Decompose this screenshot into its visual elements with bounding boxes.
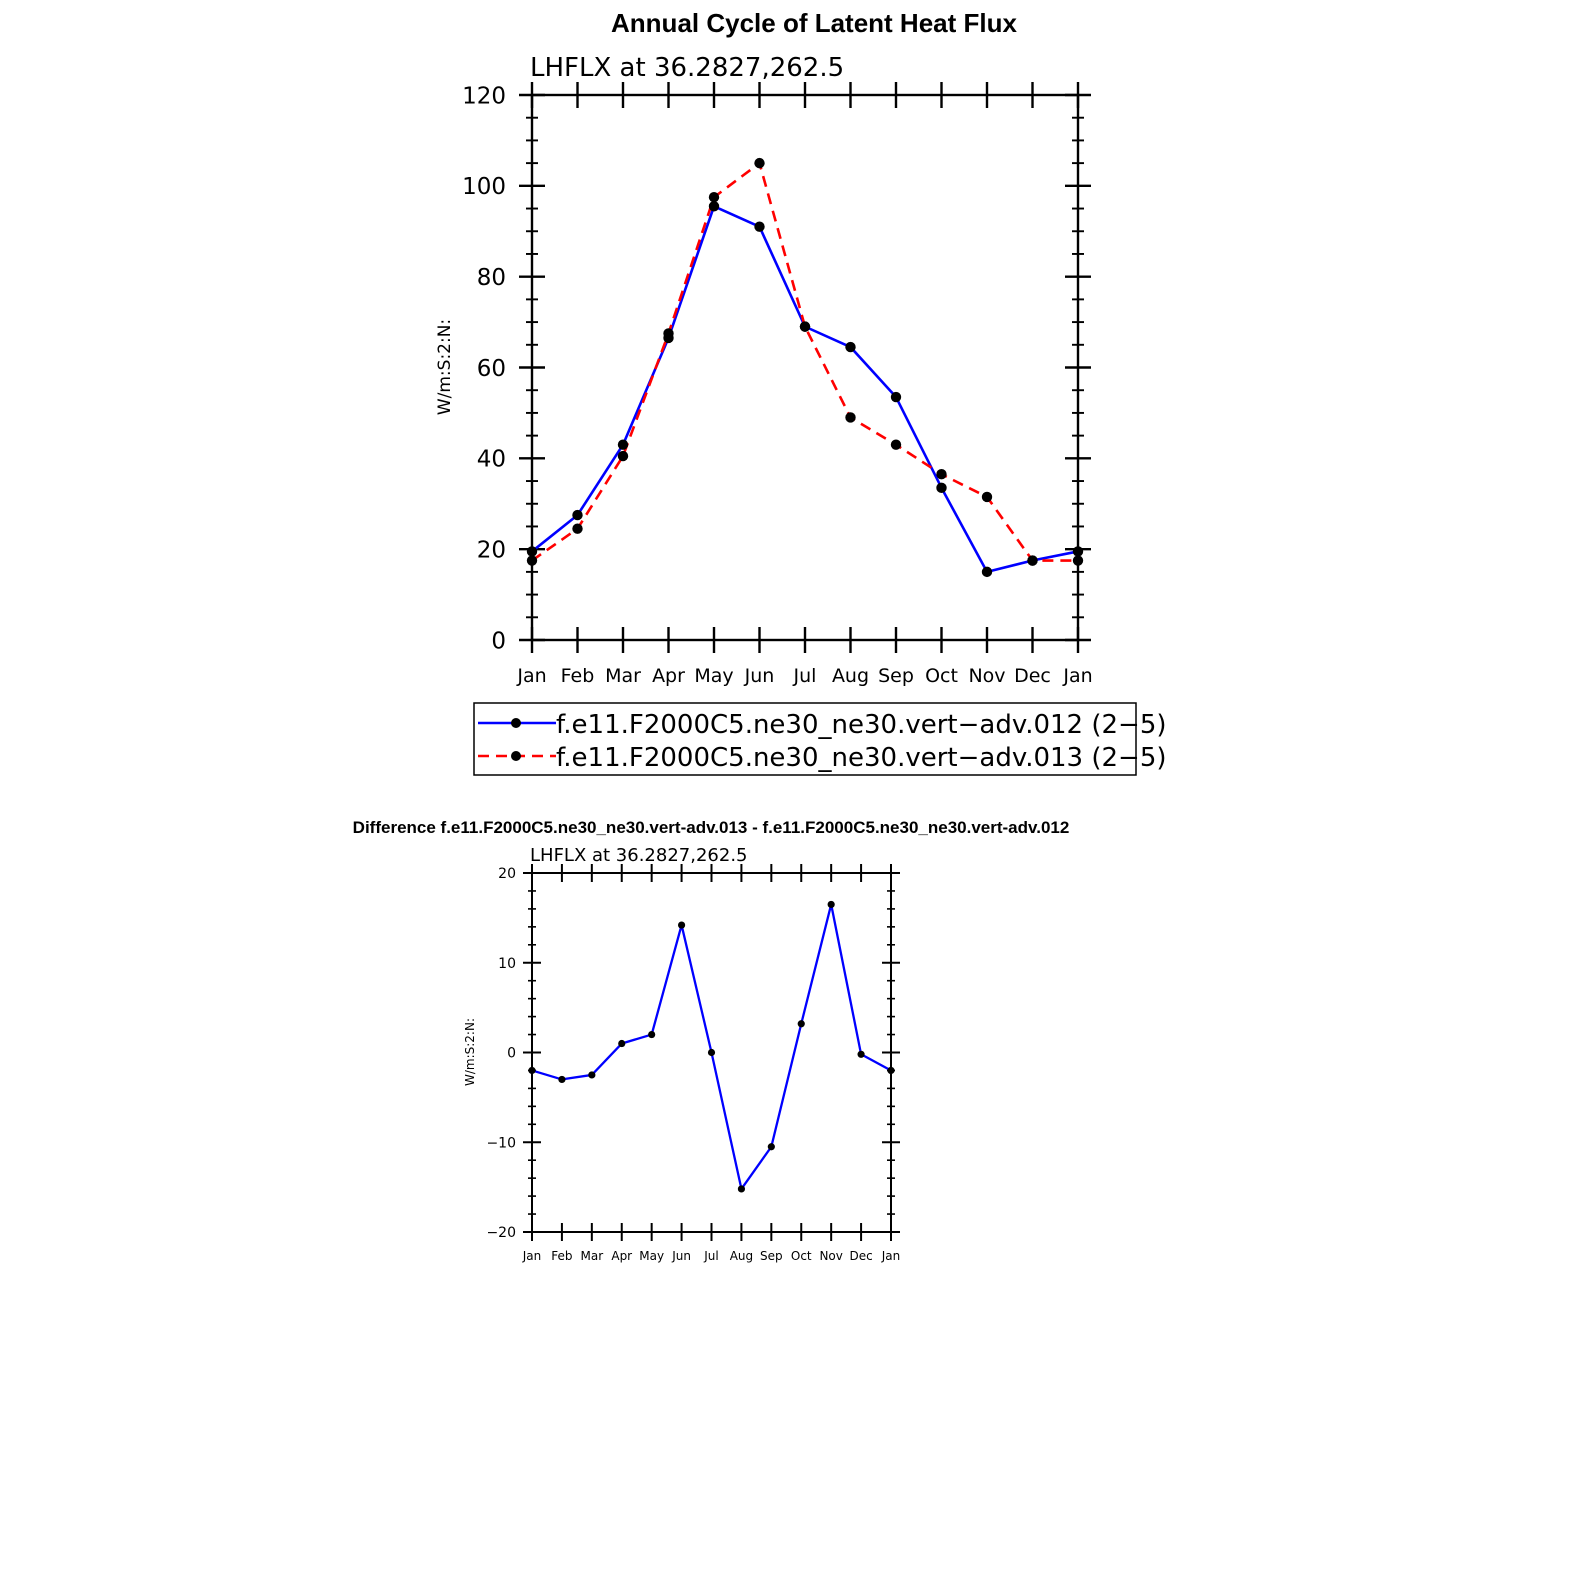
main-plot-area [462, 82, 1093, 687]
series-1-point [768, 1143, 775, 1150]
series-line-1 [532, 206, 1078, 572]
y-tick-label: 60 [476, 355, 506, 382]
series-line-1 [532, 904, 891, 1189]
series-2-point [1027, 555, 1037, 565]
series-line-2 [532, 163, 1078, 560]
y-axis-label: W/m:S:2:N: [435, 318, 455, 416]
series-1-point [887, 1067, 894, 1074]
series-2-point [800, 321, 810, 331]
series-1-point [1073, 546, 1083, 556]
x-tick-label: Jan [1063, 665, 1093, 687]
x-tick-label: Jan [881, 1249, 901, 1263]
x-tick-label: Aug [831, 665, 870, 687]
x-tick-label: Nov [968, 665, 1006, 687]
series-1-point [648, 1031, 655, 1038]
x-tick-label: May [694, 665, 734, 687]
series-1-point [572, 510, 582, 520]
x-tick-label: Aug [729, 1249, 754, 1263]
x-tick-label: May [639, 1249, 665, 1263]
series-1-point [527, 546, 537, 556]
y-tick-label: 80 [476, 264, 506, 291]
series-2-point [663, 328, 673, 338]
y-tick-label: 0 [507, 1045, 516, 1062]
plot-frame [532, 95, 1078, 640]
series-2-point [618, 451, 628, 461]
series-1-point [754, 222, 764, 232]
series-2-point [572, 524, 582, 534]
difference-chart-title: Difference f.e11.F2000C5.ne30_ne30.vert-adv.013 - f.e11.F2000C5.ne30_ne30.vert-adv.012 [352, 818, 1070, 837]
legend-marker-2 [511, 751, 521, 761]
x-tick-label: Oct [925, 665, 958, 687]
series-2-point [527, 555, 537, 565]
series-2-point [754, 158, 764, 168]
x-tick-label: Dec [1014, 665, 1051, 687]
series-2-point [936, 469, 946, 479]
chart-title: Annual Cycle of Latent Heat Flux [611, 8, 1017, 38]
series-1-point [618, 440, 628, 450]
y-tick-label: 10 [498, 955, 516, 972]
series-1-point [891, 392, 901, 402]
series-2-point [891, 440, 901, 450]
series-1-point [798, 1020, 805, 1027]
x-tick-label: Apr [652, 665, 685, 687]
y-tick-label: 0 [491, 628, 506, 655]
series-1-point [738, 1185, 745, 1192]
y-tick-label: 120 [462, 83, 506, 110]
x-tick-label: Feb [551, 1249, 573, 1263]
y-tick-label: 40 [476, 446, 506, 473]
series-1-point [708, 1049, 715, 1056]
legend [474, 703, 1167, 775]
x-tick-label: Jul [704, 1249, 719, 1263]
series-1-point [558, 1076, 565, 1083]
x-tick-label: Sep [760, 1249, 783, 1263]
difference-y-axis-label: W/m:S:2:N: [463, 1018, 477, 1086]
x-tick-label: Mar [605, 665, 641, 687]
series-1-point [709, 201, 719, 211]
series-1-point [936, 483, 946, 493]
series-1-point [618, 1040, 625, 1047]
y-tick-label: 20 [476, 537, 506, 564]
series-1-point [982, 567, 992, 577]
x-tick-label: Jun [744, 665, 775, 687]
series-1-point [845, 342, 855, 352]
x-tick-label: Sep [878, 665, 914, 687]
legend-label-1: f.e11.F2000C5.ne30_ne30.vert−adv.012 (2−5) [556, 710, 1167, 740]
x-tick-label: Mar [580, 1249, 604, 1263]
series-1-point [678, 921, 685, 928]
difference-plot-area [486, 864, 900, 1263]
x-tick-label: Oct [790, 1249, 812, 1263]
series-1-point [588, 1071, 595, 1078]
series-2-point [1073, 555, 1083, 565]
x-tick-label: Feb [560, 665, 595, 687]
legend-marker-1 [511, 718, 521, 728]
y-tick-label: 20 [498, 866, 516, 883]
legend-label-2: f.e11.F2000C5.ne30_ne30.vert−adv.013 (2−5) [556, 743, 1167, 773]
series-1-point [828, 901, 835, 908]
chart-subtitle: LHFLX at 36.2827,262.5 [530, 53, 845, 83]
x-tick-label: Jan [522, 1249, 542, 1263]
x-tick-label: Jun [672, 1249, 691, 1263]
x-tick-label: Nov [819, 1249, 843, 1263]
series-2-point [709, 192, 719, 202]
y-tick-label: 100 [462, 174, 506, 201]
y-tick-label: −10 [486, 1135, 516, 1152]
series-2-point [982, 492, 992, 502]
x-tick-label: Apr [611, 1249, 633, 1263]
x-tick-label: Dec [849, 1249, 873, 1263]
x-tick-label: Jan [517, 665, 547, 687]
difference-subtitle: LHFLX at 36.2827,262.5 [530, 845, 748, 866]
x-tick-label: Jul [793, 665, 817, 687]
series-2-point [845, 412, 855, 422]
y-tick-label: −20 [486, 1225, 516, 1242]
series-1-point [528, 1067, 535, 1074]
series-1-point [857, 1051, 864, 1058]
